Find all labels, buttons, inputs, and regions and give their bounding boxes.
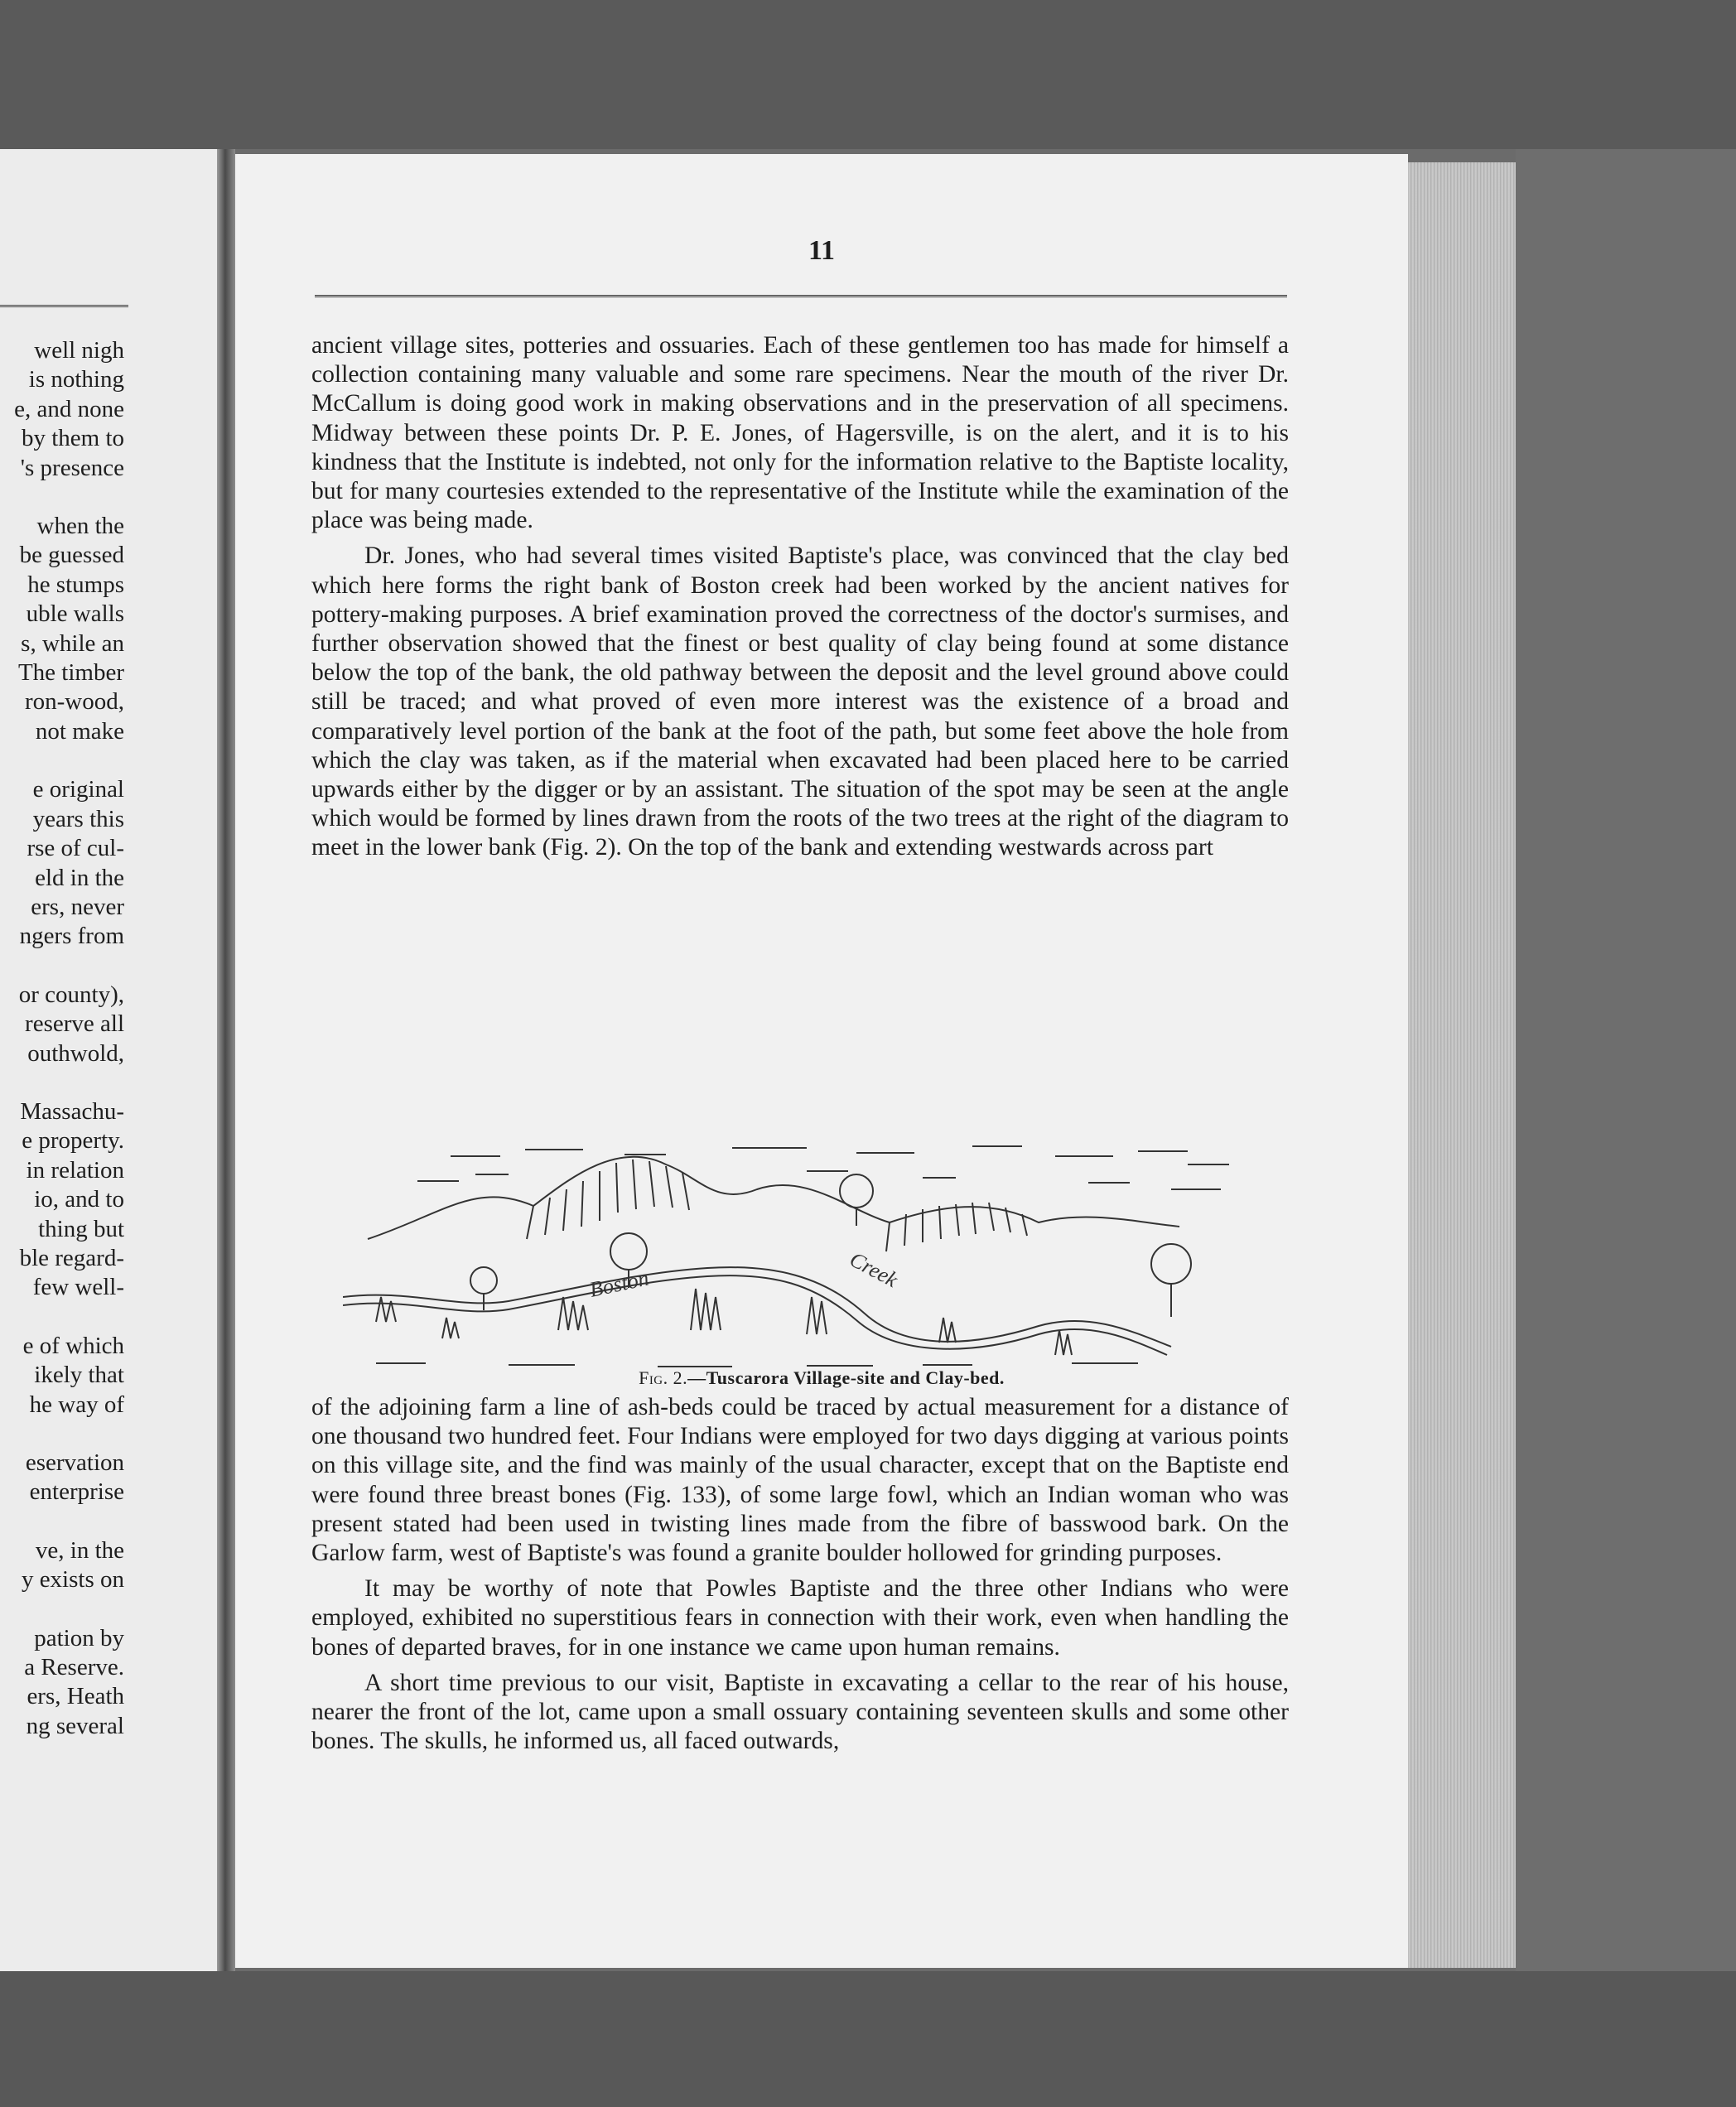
body-paragraph: of the adjoining farm a line of ash-beds could be traced by actual measurement for a distance of one thousand two hundred feet. Four Indians were employed for two days digging at various points on this village site, and the find was mainly of the usual character, except that on the Baptiste end were found three breast bones (Fig. 133), of some large fowl, which an Indian woman who was present stated had been used in twisting lines made from the fibre of basswood bark. On the Garlow farm, west of Baptiste's was found a granite boulder hollowed for grinding purposes. — [311, 1394, 1289, 1567]
left-page-line: outhwold, — [27, 1039, 124, 1067]
left-page-block — [14, 1624, 124, 1742]
left-page-line: he stumps — [27, 571, 124, 598]
scan-background-right — [1516, 149, 1736, 1971]
left-page-block — [14, 512, 124, 746]
body-text-top — [311, 331, 1289, 870]
figure-caption-label: Fig. 2. — [639, 1367, 688, 1388]
header-rule — [315, 295, 1287, 300]
right-page — [235, 154, 1408, 1968]
left-page-line: is nothing — [28, 366, 124, 393]
left-page-line: e, and none — [14, 395, 124, 422]
figure-2-illustration — [343, 1131, 1271, 1372]
left-page-line: e of which — [22, 1332, 124, 1359]
left-page-line: rse of cul- — [27, 835, 124, 862]
body-paragraph: A short time previous to our visit, Baptiste in excavating a cellar to the rear of his house, nearer the front of the lot, came upon a small ossuary containing seventeen skulls and some other bones. The skulls, he informed us, all faced outwards, — [311, 1669, 1289, 1755]
left-page-line: pation by — [34, 1624, 124, 1651]
left-page-line: ron-wood, — [24, 688, 124, 716]
left-page-block — [14, 336, 124, 483]
left-page-block — [14, 1449, 124, 1507]
left-page-line: ers, Heath — [27, 1683, 124, 1710]
landscape-drawing — [343, 1131, 1271, 1372]
figure-caption-text: —Tuscarora Village-site and Clay-bed. — [687, 1367, 1005, 1388]
body-paragraph: Dr. Jones, who had several times visited Baptiste's place, was convinced that the clay bed which here forms the right bank of Boston creek had been worked by the ancient natives for pottery-making purposes. A brief examination proved the correctness of the doctor's surmises, and further observation showed that the finest or best quality of clay being found at some distance below the top of the bank, the old pathway between the deposit and the level ground above could still be traced; and what proved of even more interest was the existence of a broad and comparatively level portion of the bank at the foot of the path, but some feet above the hole from which the clay was taken, as if the material when excavated had been placed here to be carried upwards either by the digger or by an assistant. The situation of the spot may be seen at the angle which would be formed by lines drawn from the roots of the two trees at the right of the diagram to meet in the lower bank (Fig. 2). On the top of the bank and extending westwards across part — [311, 542, 1289, 861]
left-page-line: he way of — [29, 1391, 124, 1418]
left-page-line: years this — [32, 805, 124, 832]
left-page-line: uble walls — [26, 600, 124, 628]
left-page-line: io, and to — [34, 1186, 124, 1213]
book-gutter — [217, 149, 235, 1971]
left-page-line: eservation — [25, 1449, 124, 1476]
left-page-line: a Reserve. — [24, 1654, 124, 1681]
left-page-line: ve, in the — [35, 1536, 124, 1564]
left-page-line: s, while an — [21, 629, 124, 657]
figure-label-boston: Boston — [587, 1266, 651, 1302]
left-header-rule — [0, 305, 128, 307]
left-page-line: ble regard- — [19, 1244, 124, 1271]
left-page-line: Massachu- — [20, 1097, 124, 1125]
left-page-line: ngers from — [19, 923, 124, 950]
body-text-bottom — [311, 1393, 1289, 1762]
page-stack-edge — [1408, 162, 1516, 1968]
left-page-block — [14, 775, 124, 951]
page-number: 11 — [808, 235, 836, 266]
left-page-line: 's presence — [20, 454, 124, 481]
left-page-line: e original — [32, 776, 124, 803]
left-page-line: be guessed — [19, 542, 124, 569]
left-page-line: ers, never — [31, 893, 124, 920]
left-page-block — [14, 1097, 124, 1303]
left-page-line: enterprise — [29, 1478, 124, 1506]
left-page-text-fragments — [14, 336, 124, 1770]
left-page-line: thing but — [38, 1215, 124, 1242]
figure-caption — [235, 1367, 1408, 1389]
left-page-line: eld in the — [35, 864, 124, 891]
left-page-line: few well- — [32, 1274, 124, 1301]
left-page-line: e property. — [22, 1127, 124, 1155]
left-page — [0, 149, 217, 1971]
left-page-block — [14, 1332, 124, 1420]
left-page-line: not make — [35, 717, 124, 745]
figure-label-creek: Creek — [846, 1246, 902, 1292]
body-paragraph: It may be worthy of note that Powles Baptiste and the three other Indians who were employed, exhibited no superstitious fears in connection with their work, even when handling the bones of departed braves, for in one instance we came upon human remains. — [311, 1575, 1289, 1661]
left-page-line: when the — [36, 513, 124, 540]
left-page-line: ng several — [26, 1712, 124, 1739]
body-paragraph: ancient village sites, potteries and ossuaries. Each of these gentlemen too has made for himself a collection containing many valuable and some rare specimens. Near the mouth of the river Dr. McCallum is doing good work in making observations and in the preservation of all specimens. Midway between these points Dr. P. E. Jones, of Hagersville, is on the alert, and it is to his kindness that the Institute is indebted, not only for the information relative to the Baptiste locality, but for many courtesies extended to the representative of the Institute while the examination of the place was being made. — [311, 332, 1289, 534]
left-page-block — [14, 981, 124, 1068]
scan-background-top — [0, 0, 1736, 149]
left-page-line: well nigh — [34, 337, 124, 364]
left-page-line: or county), — [18, 981, 124, 1008]
left-page-line: by them to — [21, 425, 124, 452]
left-page-line: y exists on — [21, 1566, 124, 1594]
left-page-line: in relation — [26, 1156, 124, 1184]
left-page-block — [14, 1536, 124, 1595]
left-page-line: ikely that — [34, 1362, 124, 1389]
scan-background-bottom — [0, 1971, 1736, 2107]
left-page-line: The timber — [17, 659, 124, 687]
left-page-line: reserve all — [25, 1010, 124, 1038]
